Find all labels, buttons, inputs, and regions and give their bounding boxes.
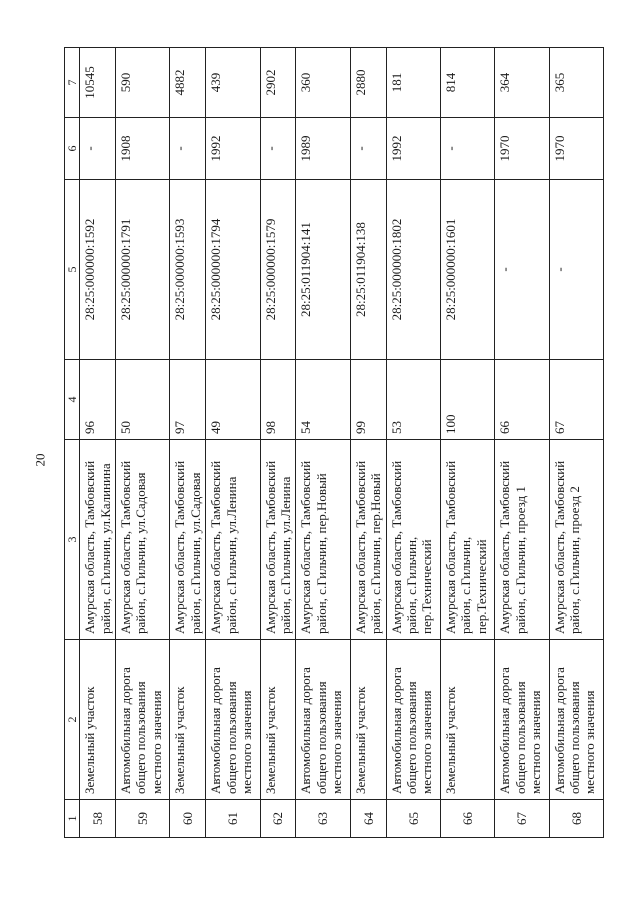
header-row bbox=[65, 48, 80, 838]
object-type-cell: Автомобильная дорога общего пользования местного значения bbox=[116, 640, 170, 800]
row-number-cell: 59 bbox=[116, 800, 170, 838]
value-cell: 365 bbox=[549, 48, 603, 118]
table-row bbox=[386, 48, 440, 838]
registry-number-cell: 97 bbox=[170, 360, 206, 440]
year-cell: - bbox=[440, 118, 494, 180]
year-cell: 1989 bbox=[296, 118, 350, 180]
year-cell: 1970 bbox=[495, 118, 549, 180]
object-type-cell: Автомобильная дорога общего пользования местного значения bbox=[495, 640, 549, 800]
property-table bbox=[64, 47, 604, 838]
year-cell: 1970 bbox=[549, 118, 603, 180]
column-header: 2 bbox=[65, 640, 80, 800]
registry-number-cell: 99 bbox=[350, 360, 386, 440]
table-row bbox=[260, 48, 296, 838]
object-type-cell: Земельный участок bbox=[440, 640, 494, 800]
object-type-cell: Земельный участок bbox=[260, 640, 296, 800]
value-cell: 181 bbox=[386, 48, 440, 118]
object-type-cell: Земельный участок bbox=[80, 640, 116, 800]
object-type-cell: Земельный участок bbox=[170, 640, 206, 800]
address-cell: Амурская область, Тамбовский район, с.Гильчин, пер.Технический bbox=[440, 440, 494, 640]
cadastral-number-cell: 28:25:000000:1794 bbox=[206, 180, 260, 360]
address-cell: Амурская область, Тамбовский район, с.Гильчин, ул.Садовая bbox=[170, 440, 206, 640]
row-number-cell: 62 bbox=[260, 800, 296, 838]
registry-number-cell: 53 bbox=[386, 360, 440, 440]
table-row bbox=[206, 48, 260, 838]
cadastral-number-cell: 28:25:000000:1802 bbox=[386, 180, 440, 360]
rotated-page bbox=[64, 48, 604, 838]
value-cell: 814 bbox=[440, 48, 494, 118]
address-cell: Амурская область, Тамбовский район, с.Гильчин, ул.Ленина bbox=[206, 440, 260, 640]
object-type-cell: Земельный участок bbox=[350, 640, 386, 800]
value-cell: 590 bbox=[116, 48, 170, 118]
row-number-cell: 60 bbox=[170, 800, 206, 838]
year-cell: - bbox=[170, 118, 206, 180]
row-number-cell: 68 bbox=[549, 800, 603, 838]
column-header: 3 bbox=[65, 440, 80, 640]
object-type-cell: Автомобильная дорога общего пользования местного значения bbox=[549, 640, 603, 800]
table-row bbox=[350, 48, 386, 838]
address-cell: Амурская область, Тамбовский район, с.Гильчин, пер.Новый bbox=[350, 440, 386, 640]
object-type-cell: Автомобильная дорога общего пользования местного значения bbox=[296, 640, 350, 800]
address-cell: Амурская область, Тамбовский район, с.Гильчин, проезд 2 bbox=[549, 440, 603, 640]
cadastral-number-cell: 28:25:000000:1791 bbox=[116, 180, 170, 360]
value-cell: 10545 bbox=[80, 48, 116, 118]
cadastral-number-cell: 28:25:000000:1601 bbox=[440, 180, 494, 360]
year-cell: 1992 bbox=[206, 118, 260, 180]
cadastral-number-cell: - bbox=[495, 180, 549, 360]
address-cell: Амурская область, Тамбовский район, с.Гильчин, ул.Калинина bbox=[80, 440, 116, 640]
column-header: 4 bbox=[65, 360, 80, 440]
table-row bbox=[80, 48, 116, 838]
object-type-cell: Автомобильная дорога общего пользования местного значения bbox=[386, 640, 440, 800]
cadastral-number-cell: 28:25:011904:141 bbox=[296, 180, 350, 360]
cadastral-number-cell: - bbox=[549, 180, 603, 360]
cadastral-number-cell: 28:25:000000:1592 bbox=[80, 180, 116, 360]
table-row bbox=[296, 48, 350, 838]
registry-number-cell: 96 bbox=[80, 360, 116, 440]
year-cell: - bbox=[80, 118, 116, 180]
registry-number-cell: 98 bbox=[260, 360, 296, 440]
object-type-cell: Автомобильная дорога общего пользования местного значения bbox=[206, 640, 260, 800]
year-cell: - bbox=[260, 118, 296, 180]
row-number-cell: 67 bbox=[495, 800, 549, 838]
registry-number-cell: 67 bbox=[549, 360, 603, 440]
table-row bbox=[495, 48, 549, 838]
registry-number-cell: 49 bbox=[206, 360, 260, 440]
column-header: 7 bbox=[65, 48, 80, 118]
value-cell: 360 bbox=[296, 48, 350, 118]
value-cell: 4882 bbox=[170, 48, 206, 118]
year-cell: 1992 bbox=[386, 118, 440, 180]
address-cell: Амурская область, Тамбовский район, с.Гильчин, пер.Новый bbox=[296, 440, 350, 640]
address-cell: Амурская область, Тамбовский район, с.Гильчин, ул.Садовая bbox=[116, 440, 170, 640]
row-number-cell: 65 bbox=[386, 800, 440, 838]
column-header: 6 bbox=[65, 118, 80, 180]
value-cell: 2902 bbox=[260, 48, 296, 118]
year-cell: 1908 bbox=[116, 118, 170, 180]
column-header: 1 bbox=[65, 800, 80, 838]
year-cell: - bbox=[350, 118, 386, 180]
value-cell: 439 bbox=[206, 48, 260, 118]
table-row bbox=[440, 48, 494, 838]
address-cell: Амурская область, Тамбовский район, с.Гильчин, ул.Ленина bbox=[260, 440, 296, 640]
row-number-cell: 66 bbox=[440, 800, 494, 838]
row-number-cell: 63 bbox=[296, 800, 350, 838]
table-row bbox=[170, 48, 206, 838]
column-header: 5 bbox=[65, 180, 80, 360]
row-number-cell: 58 bbox=[80, 800, 116, 838]
registry-number-cell: 54 bbox=[296, 360, 350, 440]
registry-number-cell: 100 bbox=[440, 360, 494, 440]
page-number: 20 bbox=[32, 453, 48, 467]
cadastral-number-cell: 28:25:011904:138 bbox=[350, 180, 386, 360]
value-cell: 364 bbox=[495, 48, 549, 118]
registry-number-cell: 50 bbox=[116, 360, 170, 440]
cadastral-number-cell: 28:25:000000:1579 bbox=[260, 180, 296, 360]
table-row bbox=[116, 48, 170, 838]
row-number-cell: 61 bbox=[206, 800, 260, 838]
row-number-cell: 64 bbox=[350, 800, 386, 838]
registry-number-cell: 66 bbox=[495, 360, 549, 440]
cadastral-number-cell: 28:25:000000:1593 bbox=[170, 180, 206, 360]
value-cell: 2880 bbox=[350, 48, 386, 118]
address-cell: Амурская область, Тамбовский район, с.Гильчин, пер.Технический bbox=[386, 440, 440, 640]
address-cell: Амурская область, Тамбовский район, с.Гильчин, проезд 1 bbox=[495, 440, 549, 640]
table-row bbox=[549, 48, 603, 838]
